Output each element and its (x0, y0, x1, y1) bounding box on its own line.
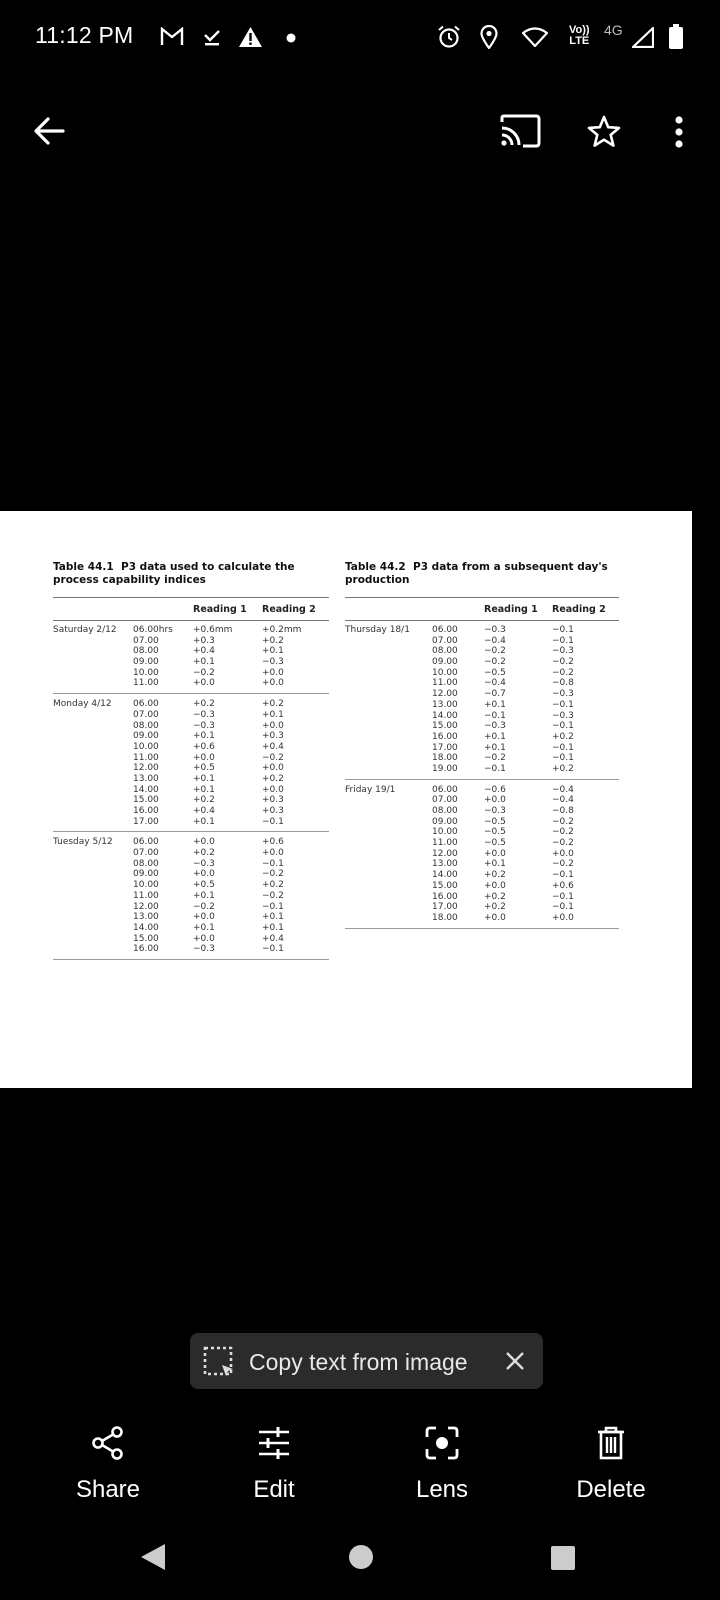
time-cell: 16.00 (432, 891, 458, 902)
reading1-cell: +0.2 (193, 699, 215, 710)
table-row (345, 859, 619, 870)
reading2-cell: +0.6 (552, 880, 574, 891)
table-row (53, 944, 329, 955)
time-cell: 16.00 (133, 944, 159, 955)
reading2-cell: +0.6 (262, 837, 284, 848)
reading1-cell: −0.3 (484, 625, 506, 635)
reading2-cell: −0.1 (262, 901, 284, 912)
text-select-icon (203, 1346, 235, 1378)
reading1-cell: −0.5 (484, 667, 506, 678)
reading2-cell: −0.3 (262, 657, 284, 668)
reading1-cell: +0.0 (193, 912, 215, 923)
battery-icon (668, 24, 684, 50)
table-row (53, 625, 329, 636)
reading1-cell: +0.4 (193, 646, 215, 657)
table-row (53, 721, 329, 732)
time-cell: 13.00 (133, 912, 159, 923)
time-cell: 10.00 (133, 880, 159, 891)
col-header-reading2: Reading 2 (552, 604, 606, 615)
day-group (53, 832, 329, 960)
table-row (345, 668, 619, 679)
reading1-cell: +0.1 (484, 699, 506, 710)
reading2-cell: −0.2 (552, 816, 574, 827)
table-44-2 (345, 561, 619, 929)
time-cell: 07.00 (432, 635, 458, 646)
reading1-cell: −0.5 (484, 827, 506, 838)
reading1-cell: +0.1 (193, 657, 215, 668)
table-row (53, 678, 329, 689)
delete-button[interactable] (551, 1425, 671, 1504)
table-row (345, 700, 619, 711)
table-row (345, 817, 619, 828)
table-row (345, 870, 619, 881)
reading2-cell: +0.2mm (262, 625, 302, 635)
table-row (345, 636, 619, 647)
table-row (53, 837, 329, 848)
table-row (345, 678, 619, 689)
reading2-cell: −0.4 (552, 795, 574, 806)
time-cell: 07.00 (133, 709, 159, 720)
reading2-cell: +0.2 (262, 773, 284, 784)
time-cell: 14.00 (133, 922, 159, 933)
table-rule (53, 620, 329, 621)
time-cell: 13.00 (133, 773, 159, 784)
reading1-cell: +0.1 (193, 816, 215, 827)
reading1-cell: −0.3 (193, 720, 215, 731)
reading1-cell: −0.2 (484, 753, 506, 764)
table-row (53, 934, 329, 945)
reading1-cell: +0.5 (193, 880, 215, 891)
reading2-cell: +0.1 (262, 646, 284, 657)
col-header-reading1: Reading 1 (484, 604, 538, 615)
reading1-cell: −0.6 (484, 784, 506, 795)
reading1-cell: +0.2 (484, 870, 506, 881)
reading2-cell: −0.2 (552, 838, 574, 849)
table-row (53, 891, 329, 902)
more-options-icon[interactable] (674, 116, 684, 148)
time-cell: 16.00 (133, 806, 159, 816)
table-header (345, 598, 619, 620)
reading2-cell: −0.3 (552, 646, 574, 657)
table-row (345, 881, 619, 892)
table-row (53, 710, 329, 721)
reading2-cell: −0.2 (552, 667, 574, 678)
time-cell: 06.00 (133, 837, 159, 848)
reading2-cell: −0.1 (262, 944, 284, 955)
table-row (53, 646, 329, 657)
time-cell: 18.00 (432, 912, 458, 923)
time-cell: 08.00 (432, 806, 458, 816)
time-cell: 10.00 (432, 667, 458, 678)
table-row (345, 721, 619, 732)
reading1-cell: +0.0 (484, 848, 506, 859)
table-row (53, 753, 329, 764)
reading2-cell: −0.3 (552, 689, 574, 700)
reading2-cell: +0.0 (262, 678, 284, 689)
time-cell: 15.00 (432, 721, 458, 732)
time-cell: 17.00 (133, 816, 159, 827)
reading1-cell: +0.1 (193, 784, 215, 795)
table-row (345, 806, 619, 817)
reading2-cell: +0.2 (262, 699, 284, 710)
reading1-cell: −0.5 (484, 838, 506, 849)
reading1-cell: +0.6mm (193, 625, 233, 635)
reading2-cell: +0.0 (552, 848, 574, 859)
reading2-cell: −0.1 (552, 891, 574, 902)
table-row (345, 827, 619, 838)
table-row (53, 742, 329, 753)
reading1-cell: −0.7 (484, 689, 506, 700)
time-cell: 09.00 (133, 869, 159, 880)
reading2-cell: −0.1 (552, 870, 574, 881)
time-cell: 13.00 (432, 699, 458, 710)
reading1-cell: −0.2 (484, 657, 506, 668)
day-label: Friday 19/1 (345, 784, 396, 795)
table-row (53, 731, 329, 742)
reading2-cell: +0.4 (262, 933, 284, 944)
time-cell: 14.00 (432, 870, 458, 881)
reading1-cell: +0.1 (484, 731, 506, 742)
time-cell: 13.00 (432, 859, 458, 870)
day-label: Tuesday 5/12 (53, 837, 113, 848)
gmail-icon (160, 27, 184, 46)
time-cell: 06.00hrs (133, 625, 173, 635)
table-title (345, 561, 619, 597)
table-row (345, 764, 619, 775)
time-cell: 14.00 (133, 784, 159, 795)
time-cell: 18.00 (432, 753, 458, 764)
reading2-cell: −0.1 (552, 625, 574, 635)
time-cell: 19.00 (432, 763, 458, 774)
reading2-cell: +0.2 (262, 880, 284, 891)
reading2-cell: +0.3 (262, 731, 284, 742)
time-cell: 11.00 (133, 678, 159, 689)
reading1-cell: −0.3 (193, 858, 215, 869)
reading1-cell: −0.3 (484, 806, 506, 816)
reading2-cell: +0.3 (262, 806, 284, 816)
reading2-cell: +0.2 (552, 731, 574, 742)
day-label: Monday 4/12 (53, 699, 112, 710)
reading1-cell: +0.1 (193, 922, 215, 933)
table-row (53, 806, 329, 817)
table-44-1 (53, 561, 329, 960)
share-icon (90, 1425, 126, 1461)
trash-icon (593, 1425, 629, 1461)
reading1-cell: +0.2 (193, 848, 215, 859)
time-cell: 12.00 (133, 763, 159, 774)
nav-back-icon[interactable] (139, 1542, 167, 1572)
reading2-cell: +0.3 (262, 795, 284, 806)
reading2-cell: +0.2 (552, 763, 574, 774)
warning-icon (238, 26, 263, 48)
edit-label: Edit (253, 1476, 295, 1503)
table-row (53, 774, 329, 785)
table-rule (345, 620, 619, 621)
share-button[interactable] (48, 1425, 168, 1504)
reading2-cell: +0.0 (262, 848, 284, 859)
reading2-cell: −0.1 (262, 816, 284, 827)
reading1-cell: +0.1 (484, 742, 506, 753)
reading1-cell: +0.4 (193, 806, 215, 816)
reading2-cell: −0.1 (552, 742, 574, 753)
reading2-cell: −0.2 (552, 827, 574, 838)
table-row (345, 625, 619, 636)
reading1-cell: +0.5 (193, 763, 215, 774)
table-row (53, 763, 329, 774)
time-cell: 09.00 (432, 816, 458, 827)
reading1-cell: +0.0 (484, 795, 506, 806)
col-header-reading1: Reading 1 (193, 604, 247, 615)
volte-label: Vo)) (569, 24, 590, 36)
wifi-icon (522, 27, 548, 47)
reading1-cell: −0.1 (484, 763, 506, 774)
reading2-cell: −0.4 (552, 784, 574, 795)
reading1-cell: +0.2 (484, 902, 506, 913)
table-row (53, 880, 329, 891)
table-body (53, 625, 329, 960)
time-cell: 15.00 (432, 880, 458, 891)
reading1-cell: +0.1 (193, 731, 215, 742)
reading1-cell: +0.6 (193, 741, 215, 752)
reading2-cell: −0.1 (262, 858, 284, 869)
table-row (53, 859, 329, 870)
location-icon (480, 25, 498, 49)
day-label: Saturday 2/12 (53, 625, 117, 635)
reading2-cell: −0.2 (262, 752, 284, 763)
time-cell: 11.00 (432, 678, 458, 689)
time-cell: 07.00 (133, 635, 159, 646)
reading2-cell: +0.0 (262, 720, 284, 731)
time-cell: 08.00 (133, 720, 159, 731)
reading1-cell: +0.2 (193, 795, 215, 806)
lens-button[interactable] (382, 1425, 502, 1504)
time-cell: 11.00 (133, 752, 159, 763)
photo-viewer-image[interactable] (0, 511, 692, 1088)
day-group (345, 780, 619, 929)
reading1-cell: −0.3 (193, 944, 215, 955)
table-row (345, 902, 619, 913)
reading1-cell: −0.4 (484, 678, 506, 689)
table-number: Table 44.2 (345, 561, 406, 573)
reading2-cell: +0.0 (262, 667, 284, 678)
reading2-cell: −0.2 (262, 890, 284, 901)
reading2-cell: −0.1 (552, 699, 574, 710)
table-row (53, 668, 329, 679)
table-header (53, 598, 329, 620)
lens-icon (424, 1425, 460, 1461)
delete-label: Delete (576, 1476, 646, 1503)
nav-recents-icon[interactable] (550, 1545, 576, 1571)
download-done-icon (203, 28, 221, 46)
copy-text-chip[interactable] (190, 1333, 543, 1389)
day-group (345, 625, 619, 780)
time-cell: 15.00 (133, 933, 159, 944)
reading2-cell: −0.1 (552, 635, 574, 646)
time-cell: 10.00 (432, 827, 458, 838)
table-row (53, 657, 329, 668)
table-row (345, 646, 619, 657)
reading1-cell: +0.0 (193, 869, 215, 880)
reading1-cell: −0.1 (484, 710, 506, 721)
share-label: Share (75, 1476, 141, 1503)
time-cell: 15.00 (133, 795, 159, 806)
reading2-cell: +0.1 (262, 922, 284, 933)
reading2-cell: +0.1 (262, 912, 284, 923)
time-cell: 08.00 (432, 646, 458, 657)
reading2-cell: −0.2 (552, 657, 574, 668)
table-row (53, 869, 329, 880)
status-bar (0, 0, 720, 76)
nav-home-icon[interactable] (348, 1544, 374, 1570)
reading2-cell: −0.8 (552, 678, 574, 689)
table-title (53, 561, 329, 597)
reading1-cell: +0.3 (193, 635, 215, 646)
table-row (345, 743, 619, 754)
reading2-cell: −0.1 (552, 753, 574, 764)
reading1-cell: −0.2 (484, 646, 506, 657)
reading1-cell: +0.0 (193, 752, 215, 763)
reading2-cell: +0.2 (262, 635, 284, 646)
reading2-cell: +0.0 (262, 763, 284, 774)
reading2-cell: +0.0 (262, 784, 284, 795)
time-cell: 14.00 (432, 710, 458, 721)
reading1-cell: +0.0 (193, 933, 215, 944)
time-cell: 17.00 (432, 902, 458, 913)
time-cell: 12.00 (432, 689, 458, 700)
table-row (53, 699, 329, 710)
time-cell: 11.00 (133, 890, 159, 901)
time-cell: 08.00 (133, 858, 159, 869)
cast-icon[interactable] (499, 114, 541, 148)
reading1-cell: +0.0 (193, 837, 215, 848)
reading1-cell: +0.0 (193, 678, 215, 689)
reading1-cell: −0.3 (484, 721, 506, 732)
edit-sliders-icon (256, 1425, 292, 1461)
copy-text-label: Copy text from image (249, 1349, 468, 1375)
table-row (345, 785, 619, 796)
time-cell: 17.00 (432, 742, 458, 753)
time-cell: 07.00 (432, 795, 458, 806)
time-cell: 06.00 (432, 625, 458, 635)
reading1-cell: +0.0 (484, 880, 506, 891)
table-row (345, 795, 619, 806)
table-caption: P3 data used to calculate the process capability indices (53, 561, 295, 586)
time-cell: 07.00 (133, 848, 159, 859)
notification-dot-icon (286, 33, 296, 43)
reading2-cell: −0.1 (552, 902, 574, 913)
table-row (345, 732, 619, 743)
table-row (345, 913, 619, 924)
reading1-cell: −0.2 (193, 667, 215, 678)
table-row (53, 912, 329, 923)
edit-button[interactable] (214, 1425, 334, 1504)
network-type-label: 4G (604, 22, 623, 38)
star-favorite-icon[interactable] (587, 115, 621, 148)
reading1-cell: +0.2 (484, 891, 506, 902)
signal-icon (632, 27, 654, 48)
table-row (345, 849, 619, 860)
day-group (53, 625, 329, 694)
time-cell: 10.00 (133, 741, 159, 752)
reading1-cell: −0.4 (484, 635, 506, 646)
reading2-cell: +0.0 (552, 912, 574, 923)
time-cell: 06.00 (133, 699, 159, 710)
time-cell: 09.00 (133, 657, 159, 668)
table-row (345, 711, 619, 722)
reading1-cell: +0.0 (484, 912, 506, 923)
time-cell: 08.00 (133, 646, 159, 657)
reading2-cell: −0.1 (552, 721, 574, 732)
back-arrow-icon[interactable] (33, 116, 65, 146)
reading2-cell: −0.2 (262, 869, 284, 880)
reading1-cell: +0.1 (484, 859, 506, 870)
reading2-cell: −0.8 (552, 806, 574, 816)
reading2-cell: +0.4 (262, 741, 284, 752)
table-row (53, 636, 329, 647)
col-header-reading2: Reading 2 (262, 604, 316, 615)
table-row (53, 848, 329, 859)
reading2-cell: −0.2 (552, 859, 574, 870)
day-group (53, 694, 329, 832)
reading1-cell: −0.5 (484, 816, 506, 827)
table-row (345, 892, 619, 903)
time-cell: 12.00 (133, 901, 159, 912)
table-row (345, 753, 619, 764)
table-row (53, 923, 329, 934)
time-cell: 12.00 (432, 848, 458, 859)
table-row (345, 689, 619, 700)
table-row (53, 817, 329, 828)
reading1-cell: −0.2 (193, 901, 215, 912)
time-cell: 09.00 (133, 731, 159, 742)
table-row (53, 795, 329, 806)
time-cell: 09.00 (432, 657, 458, 668)
lte-label: LTE (569, 35, 590, 47)
table-body (345, 625, 619, 929)
reading1-cell: +0.1 (193, 773, 215, 784)
status-time: 11:12 PM (35, 22, 134, 48)
table-row (345, 657, 619, 668)
lens-label: Lens (415, 1476, 469, 1503)
time-cell: 16.00 (432, 731, 458, 742)
reading1-cell: +0.1 (193, 890, 215, 901)
reading2-cell: −0.3 (552, 710, 574, 721)
close-icon[interactable] (505, 1351, 525, 1371)
time-cell: 11.00 (432, 838, 458, 849)
reading1-cell: −0.3 (193, 709, 215, 720)
table-row (53, 785, 329, 796)
table-caption: P3 data from a subsequent day's production (345, 561, 608, 586)
table-row (53, 902, 329, 913)
time-cell: 06.00 (432, 784, 458, 795)
table-row (345, 838, 619, 849)
volte-indicator (569, 25, 590, 47)
time-cell: 10.00 (133, 667, 159, 678)
alarm-icon (437, 25, 461, 49)
reading2-cell: +0.1 (262, 709, 284, 720)
day-label: Thursday 18/1 (345, 625, 410, 635)
table-number: Table 44.1 (53, 561, 114, 573)
